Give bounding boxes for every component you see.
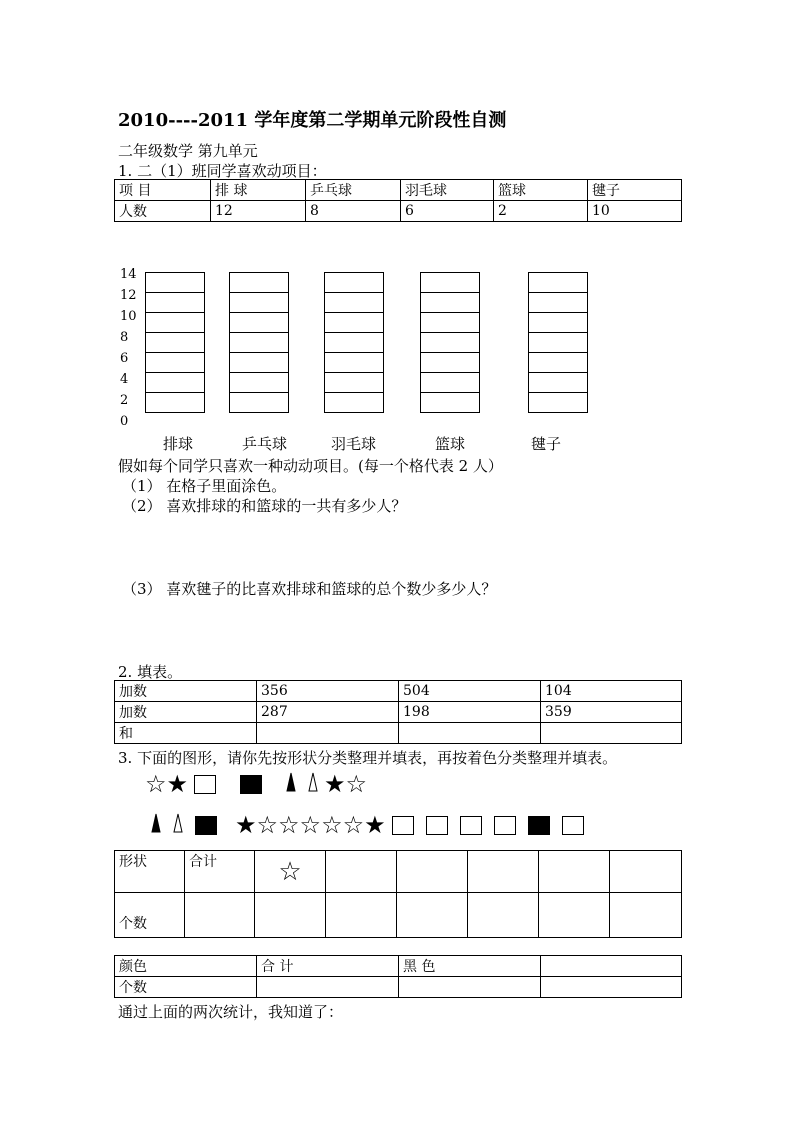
x-category-label: 篮球 — [435, 435, 466, 453]
answer-cell[interactable] — [399, 723, 541, 744]
table-cell: 毽子 — [588, 180, 682, 201]
table-cell: 104 — [541, 681, 682, 702]
table-cell: 198 — [399, 702, 541, 723]
table-cell: 加数 — [115, 702, 257, 723]
answer-cell[interactable] — [397, 893, 468, 938]
star-outline-icon: ☆ — [255, 851, 326, 893]
table-row — [115, 180, 682, 201]
table-row — [115, 723, 682, 744]
square-outline-icon — [494, 816, 516, 835]
table-cell: 359 — [541, 702, 682, 723]
y-tick-label: 14 — [120, 267, 137, 282]
table-cell[interactable]: 8 — [306, 201, 401, 222]
star-outline-icon: ☆ — [321, 811, 343, 839]
color-table — [114, 955, 682, 998]
triangle-filled-icon — [151, 813, 161, 837]
blank-shape-cell[interactable] — [610, 851, 682, 893]
square-filled-icon — [195, 816, 217, 835]
table-cell: 人数 — [115, 201, 211, 222]
table-cell: 504 — [399, 681, 541, 702]
q1-sub3: （3） 喜欢毽子的比喜欢排球和篮球的总个数少多少人？ — [122, 580, 497, 598]
x-category-label: 毽子 — [531, 435, 562, 453]
page-title: 2010----2011 学年度第二学期单元阶段性自测 — [118, 110, 507, 131]
table-row — [115, 893, 682, 938]
answer-cell[interactable] — [326, 893, 397, 938]
y-tick-label: 4 — [120, 372, 129, 387]
grid-column-pingpangqiu[interactable] — [229, 272, 289, 413]
answer-cell[interactable] — [468, 893, 539, 938]
star-filled-icon: ★ — [364, 811, 386, 839]
table-cell: 287 — [257, 702, 399, 723]
triangle-filled-icon — [286, 772, 296, 796]
answer-cell[interactable] — [255, 893, 326, 938]
table-cell: 合 计 — [257, 956, 399, 977]
blank-shape-cell[interactable] — [539, 851, 610, 893]
square-outline-icon — [194, 775, 216, 794]
table-cell: 项 目 — [115, 180, 211, 201]
star-outline-icon: ☆ — [256, 811, 279, 839]
table-cell: 个数 — [115, 977, 257, 998]
star-outline-icon: ☆ — [342, 811, 365, 839]
x-category-label: 乒乓球 — [242, 435, 288, 453]
table-cell: 加数 — [115, 681, 257, 702]
star-filled-icon: ★ — [324, 770, 346, 798]
q3-conclusion: 通过上面的两次统计，我知道了： — [118, 1003, 344, 1021]
table-row — [115, 977, 682, 998]
table-cell: 和 — [115, 723, 257, 744]
blank-shape-cell[interactable] — [468, 851, 539, 893]
grid-column-paiqiu[interactable] — [145, 272, 205, 413]
q2-table — [114, 680, 682, 744]
shape-table — [114, 850, 682, 938]
x-category-label: 羽毛球 — [331, 435, 377, 453]
table-cell: 羽毛球 — [401, 180, 494, 201]
table-cell: 个数 — [115, 893, 185, 938]
shape-row-1 — [145, 771, 367, 797]
answer-cell[interactable] — [610, 893, 682, 938]
y-tick-label: 6 — [120, 351, 129, 366]
square-filled-icon — [240, 775, 262, 794]
y-tick-label: 10 — [120, 309, 137, 324]
y-tick-label: 2 — [120, 393, 129, 408]
table-row — [115, 201, 682, 222]
q2-label: 2. 填表。 — [118, 663, 183, 681]
star-outline-icon: ☆ — [145, 770, 167, 798]
answer-cell[interactable] — [399, 977, 541, 998]
grid-column-jianzi[interactable] — [528, 272, 588, 413]
star-outline-icon: ☆ — [278, 811, 300, 839]
square-filled-icon — [528, 816, 550, 835]
q1-label: 1. 二（1）班同学喜欢动项目： — [118, 162, 327, 180]
q3-label: 3. 下面的图形，请你先按形状分类整理并填表，再按着色分类整理并填表。 — [118, 749, 618, 767]
blank-color-cell[interactable] — [541, 956, 682, 977]
q1-note: 假如每个同学只喜欢一种动动项目。(每一个格代表 2 人） — [118, 457, 503, 475]
table-row — [115, 681, 682, 702]
table-cell[interactable]: 2 — [494, 201, 588, 222]
blank-shape-cell[interactable] — [397, 851, 468, 893]
square-outline-icon — [460, 816, 482, 835]
answer-cell[interactable] — [185, 893, 255, 938]
star-filled-icon: ★ — [166, 770, 189, 798]
star-filled-icon: ★ — [235, 811, 257, 839]
table-cell: 合计 — [185, 851, 255, 893]
blank-shape-cell[interactable] — [326, 851, 397, 893]
answer-cell[interactable] — [541, 977, 682, 998]
table-cell: 乒乓球 — [306, 180, 401, 201]
table-row — [115, 851, 682, 893]
table-row — [115, 702, 682, 723]
square-outline-icon — [392, 816, 414, 835]
table-cell[interactable]: 10 — [588, 201, 682, 222]
answer-cell[interactable] — [257, 723, 399, 744]
table-cell[interactable]: 6 — [401, 201, 494, 222]
table-cell: 黑 色 — [399, 956, 541, 977]
table-row — [115, 956, 682, 977]
square-outline-icon — [426, 816, 448, 835]
star-outline-icon: ☆ — [345, 770, 368, 798]
table-cell: 篮球 — [494, 180, 588, 201]
answer-cell[interactable] — [257, 977, 399, 998]
y-tick-label: 0 — [120, 414, 129, 429]
y-tick-label: 8 — [120, 330, 129, 345]
answer-cell[interactable] — [539, 893, 610, 938]
q1-table — [114, 179, 682, 222]
subtitle: 二年级数学 第九单元 — [118, 142, 258, 160]
answer-cell[interactable] — [541, 723, 682, 744]
x-category-label: 排球 — [163, 435, 194, 453]
triangle-outline-icon — [173, 813, 183, 837]
table-cell: 356 — [257, 681, 399, 702]
table-cell: 颜色 — [115, 956, 257, 977]
star-outline-icon: ☆ — [299, 811, 322, 839]
grid-column-lanqiu[interactable] — [420, 272, 480, 413]
shape-row-2 — [145, 812, 590, 838]
q1-sub2: （2） 喜欢排球的和篮球的一共有多少人？ — [122, 497, 407, 515]
table-cell: 排 球 — [211, 180, 306, 201]
q1-sub1: （1） 在格子里面涂色。 — [122, 477, 287, 495]
y-tick-label: 12 — [120, 288, 137, 303]
square-outline-icon — [562, 816, 584, 835]
grid-column-yumaoqiu[interactable] — [324, 272, 384, 413]
table-cell[interactable]: 12 — [211, 201, 306, 222]
table-cell: 形状 — [115, 851, 185, 893]
triangle-outline-icon — [308, 772, 318, 796]
